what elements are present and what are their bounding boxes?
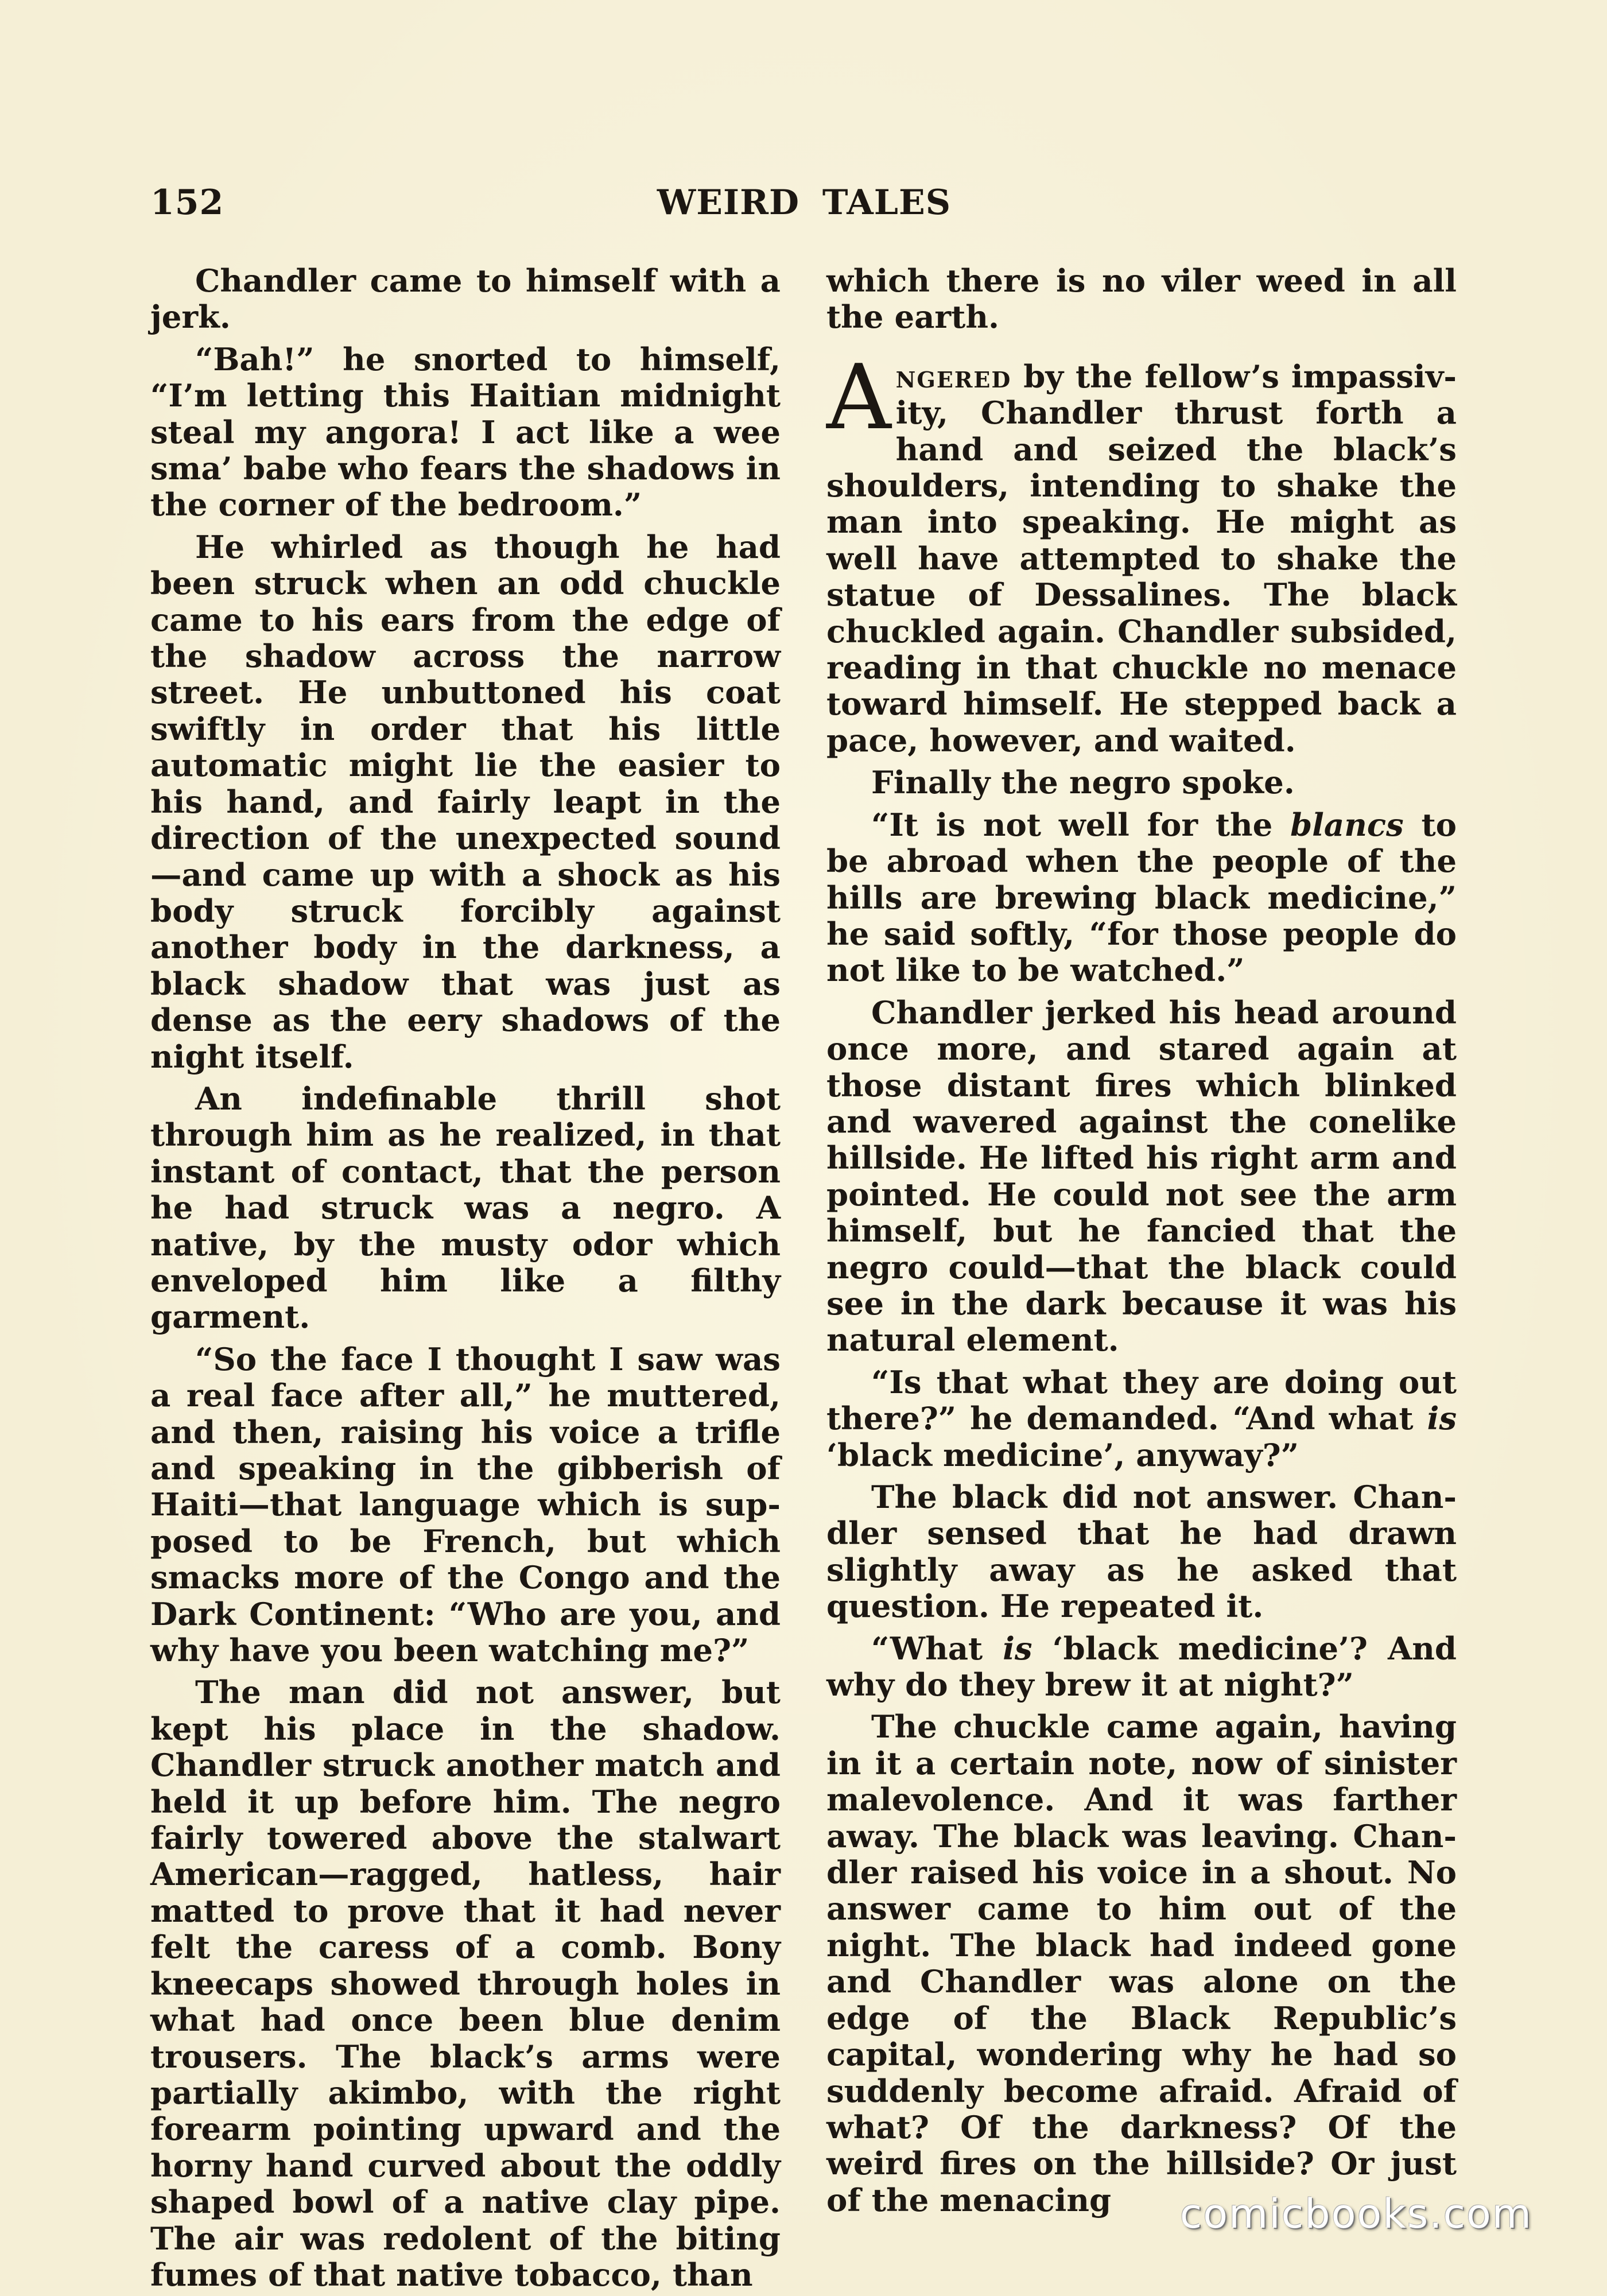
italic-word: is: [1427, 1400, 1457, 1437]
paragraph: Chandler jerked his head around once more, and stared again at those distant fires which blinked and wavered against the conelike hillside. He lifted his right arm and pointed. He could not see the arm himself, but he fancied that the negro could—that the black could see in the dark because it was his natural element.: [826, 994, 1457, 1359]
paragraph: “Bah!” he snorted to himself, “I’m letting this Haitian midnight steal my angora! I act like a wee sma’ babe who fears the shadows in the corner of the bedroom.”: [150, 340, 781, 523]
paragraph: The man did not answer, but kept his place in the shadow. Chandler struck another match and held it up before him. The negro fairly towered above the stalwart American—ragged, hatless, hair matted to prove that it had never felt the caress of a comb. Bony kneecaps showed through holes in what had once been blue denim trousers. The black’s arms were partially akimbo, with the right forearm pointing upward and the horny hand curved about the oddly shaped bowl of a native clay pipe. The air was redolent of the biting fumes of that native tobacco, than: [150, 1674, 781, 2293]
paragraph: [826, 1631, 1457, 1704]
left-column: [150, 262, 781, 2293]
dropcap-paragraph: [826, 344, 1457, 759]
running-title: WEIRD TALES: [657, 183, 952, 223]
paragraph: Finally the negro spoke.: [871, 764, 1295, 801]
right-column: [826, 262, 1457, 2219]
paragraph-text: by the fellow’s impassivity, Chandler thrust forth a hand and seized the black’s shoulders, intending to shake the man into speaking. He might as well have attempted to shake the statue of Dessalines. The black chuckled again. Chandler subsided, reading in that chuckle no menace toward himself. He stepped back a pace, however, and waited.: [826, 358, 1457, 759]
smallcaps-lead: ngered: [895, 358, 1012, 395]
continuation-paragraph: which there is no viler weed in all the earth.: [826, 262, 1457, 336]
paragraph: An indefinable thrill shot through him as he realized, in that instant of contact, that the person he had struck was a negro. A native, by the musty odor which enveloped him like a filthy garment.: [150, 1080, 781, 1336]
paragraph: The chuckle came again, having in it a certain note, now of sinister malevolence. And it was farther away. The black was leaving. Chandler raised his voice in a shout. No answer came to him out of the night. The black had indeed gone and Chandler was alone on the edge of the Black Republic’s capital, wondering why he had so suddenly become afraid. Afraid of what? Of the darkness? Of the weird fires on the hillside? Or just of the menacing: [826, 1708, 1457, 2219]
paragraph-text: to be abroad when the people of the hills are brewing black medicine,” he said softly, “for those people do not like to be watched.”: [826, 806, 1457, 989]
italic-word: blancs: [1290, 806, 1404, 843]
drop-cap: A: [826, 344, 891, 449]
page-number: 152: [150, 183, 224, 223]
paragraph: [826, 807, 1457, 989]
paragraph-text: “Is that what they are doing out there?” he demanded. “And what: [826, 1363, 1457, 1437]
paragraph: Chandler came to himself with a jerk.: [150, 262, 781, 336]
paragraph-text: ‘black medicine’, anyway?”: [826, 1436, 1299, 1473]
page-header: [150, 172, 1458, 235]
paragraph-text: “What: [871, 1630, 1003, 1667]
paragraph-text: ‘black medicine’? And why do they brew it at night?”: [826, 1630, 1457, 1704]
watermark: comicbooks.com: [1179, 2190, 1532, 2237]
paragraph: The black did not answer. Chandler sensed that he had drawn slightly away as he asked that question. He repeated it.: [826, 1479, 1457, 1625]
italic-word: is: [1003, 1630, 1032, 1667]
paragraph: “So the face I thought I saw was a real face after all,” he muttered, and then, raising his voice a trifle and speaking in the gibberish of Haiti—that language which is supposed to be French, but which smacks more of the Congo and the Dark Continent: “Who are you, and why have you been watching me?”: [150, 1340, 781, 1669]
paragraph-text: “It is not well for the: [871, 806, 1291, 843]
paragraph: He whirled as though he had been struck when an odd chuckle came to his ears from the edge of the shadow across the narrow street. He unbuttoned his coat swiftly in order that his little automatic might lie the easier to his hand, and fairly leapt in the direction of the unexpected sound —and came up with a shock as his body struck forcibly against another body in the darkness, a black shadow that was just as dense as the eery shadows of the night itself.: [150, 528, 781, 1075]
paragraph: [826, 1364, 1457, 1473]
